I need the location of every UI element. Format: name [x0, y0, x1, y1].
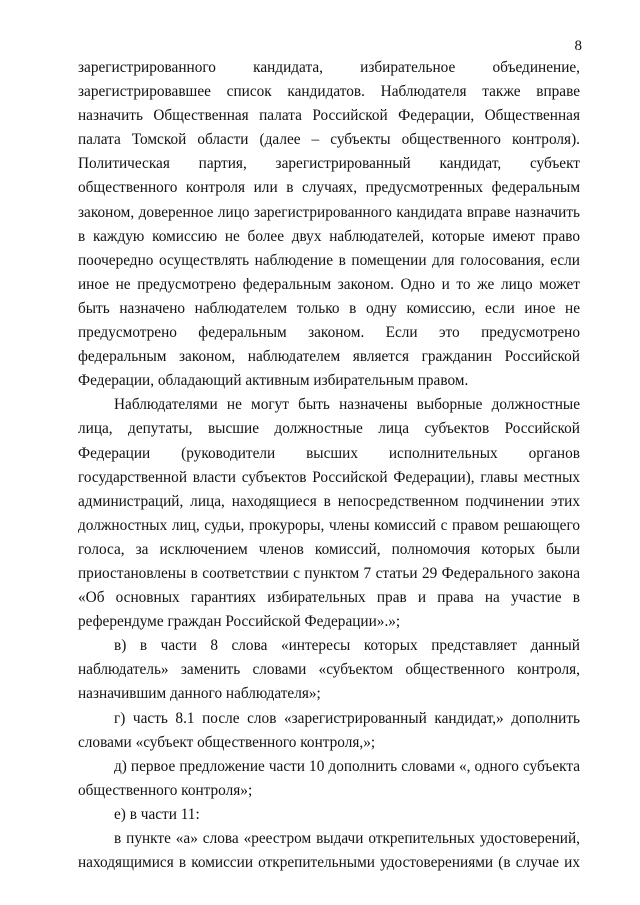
paragraph-2: Наблюдателями не могут быть назначены выборные должностные лица, депутаты, высшие должностные лица субъектов Российской Федерации (руководители высших исполнительных органов государственной власти субъектов Российской Федерации), главы местных администраций, лица, находящиеся в непосредственном подчинении этих должностных лиц, судьи, прокуроры, члены комиссий с правом решающего голоса, за исключением членов комиссий, полномочия которых были приостановлены в соответствии с пунктом 7 статьи 29 Федерального закона «Об основных гарантиях избирательных прав и права на участие в референдуме граждан Российской Федерации».»; [78, 396, 580, 631]
paragraph-1: зарегистрированного кандидата, избирательное объединение, зарегистрировавшее список кандидатов. Наблюдателя также вправе назначить Общественная палата Российской Федерации, Общественная палата Томской области (далее – субъекты общественного контроля). Политическая партия, зарегистрированный кандидат, субъект общественного контроля или в случаях, предусмотренных федеральным законом, доверенное лицо зарегистрированного кандидата вправе назначить в каждую комиссию не более двух наблюдателей, которые имеют право поочередно осуществлять наблюдение в помещении для голосования, если иное не предусмотрено федеральным законом. Одно и то же лицо может быть назначено наблюдателем только в одну комиссию, если иное не предусмотрено федеральным законом. Если это предусмотрено федеральным законом, наблюдателем является гражданин Российской Федерации, обладающий активным избирательным правом. [78, 59, 580, 390]
document-body [78, 56, 580, 875]
paragraph-7: в пункте «а» слова «реестром выдачи открепительных удостоверений, находящимися в комиссии открепительными удостоверениями (в случае их [78, 830, 580, 872]
paragraph-6: е) в части 11: [114, 805, 200, 823]
paragraph-3: в) в части 8 слова «интересы которых представляет данный наблюдатель» заменить словами «субъектом общественного контроля, назначившим данного наблюдателя»; [78, 637, 580, 703]
paragraph-5: д) первое предложение части 10 дополнить словами «, одного субъекта общественного контроля»; [78, 757, 580, 799]
paragraph-4: г) часть 8.1 после слов «зарегистрированный кандидат,» дополнить словами «субъект общественного контроля,»; [78, 709, 580, 751]
page-number: 8 [574, 38, 582, 54]
